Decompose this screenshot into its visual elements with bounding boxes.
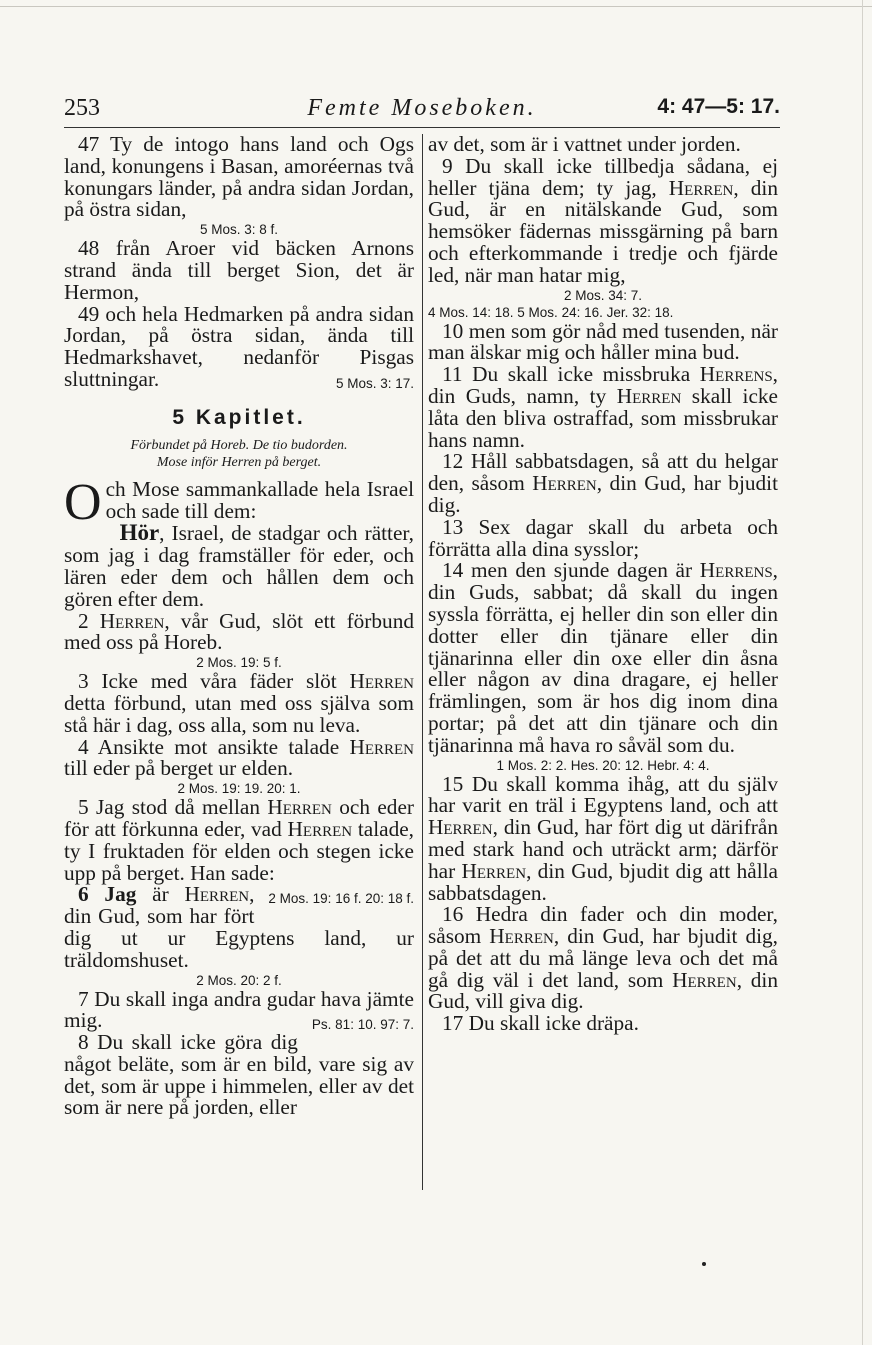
divine-name: Herren bbox=[428, 815, 493, 840]
page-number: 253 bbox=[64, 95, 100, 121]
verse-text: , din Gud, bjudit dig att hålla sabbatsdagen. bbox=[428, 858, 778, 905]
verse-text: , din Gud, är en nitälskande Gud, som hemsöker fädernas missgärning på barn och efterkommande i tredje och fjärde led, när man hatar mig, bbox=[428, 175, 778, 287]
verse-48: 48 från Aroer vid bäcken Arnons strand ända till berget Sion, det är Hermon, bbox=[64, 236, 414, 304]
cross-reference: 2 Mos. 19: 5 f. bbox=[196, 655, 282, 671]
divine-name: Herren bbox=[287, 816, 353, 841]
verse-text: , din Gud, har fört dig ut därifrån med stark hand och uträckt arm; därför har bbox=[428, 815, 778, 883]
verse-1-text: ch Mose sammankallade hela Israel och sade till dem: bbox=[105, 476, 414, 523]
verse-47: 47 Ty de intogo hans land och Ogs land, konungens i Basan, amoréernas två konungars länder, på andra sidan Jordan, på östra sidan, bbox=[64, 132, 414, 222]
verse-11 bbox=[428, 364, 778, 451]
verse-text: till eder på berget ur elden. bbox=[64, 756, 294, 781]
chapter-heading: 5 Kapitlet. bbox=[172, 405, 306, 429]
page-edge-right bbox=[862, 0, 863, 1345]
verse-text: 11 Du skall icke missbruka bbox=[442, 362, 700, 387]
verse-text: 14 men den sjunde dagen är bbox=[442, 558, 700, 583]
verse-text: , din Gud, har bjudit dig, på det att du må länge leva och det må gå dig väl i det land, som bbox=[428, 924, 778, 992]
verse-10: 10 men som gör nåd med tusenden, när man älskar mig och håller mina bud. bbox=[428, 318, 778, 365]
cross-reference: 1 Mos. 2: 2. Hes. 20: 12. Hebr. 4: 4. bbox=[496, 757, 710, 773]
verse-text: 15 Du skall komma ihåg, att du själv har varit en träl i Egyptens land, och att bbox=[428, 771, 778, 818]
divine-name: Herrens bbox=[699, 362, 773, 387]
verse-text: och eder för att förkunna eder, vad bbox=[64, 795, 414, 841]
verse-4 bbox=[64, 734, 414, 781]
cross-reference: 5 Mos. 3: 8 f. bbox=[199, 222, 279, 238]
page-edge bbox=[0, 6, 872, 7]
cross-reference: 2 Mos. 20: 2 f. bbox=[196, 972, 282, 988]
divine-name: Herren bbox=[267, 795, 332, 820]
verse-17: 17 Du skall icke dräpa. bbox=[442, 1011, 639, 1036]
verse-8-cont: av det, som är i vattnet under jorden. bbox=[428, 132, 741, 156]
verse-text: , din Guds, sabbat; då skall du ingen syssla förrätta, ej heller din son eller din dotter eller din tjänare eller din tjänarinna eller din oxe eller din åsna eller någon av dina dragare, ej heller främlingen, som är hos dig inom dina portar; på det att din tjänare och din tjänarinna må hava ro såväl som du. bbox=[428, 558, 778, 757]
divine-name: Herren bbox=[489, 924, 554, 949]
verse-12 bbox=[428, 451, 778, 516]
divine-name: Herren bbox=[532, 471, 597, 496]
divine-name: Herren bbox=[99, 608, 165, 633]
verse-49-text: 49 och hela Hedmarken på andra sidan Jordan, på östra sidan, ända till Hedmarkshavet, nedanför Pisgas sluttningar. bbox=[64, 301, 414, 391]
verse-text: , din Gud, som har fört dig ut ur Egyptens land, ur träldomshuset. bbox=[64, 882, 414, 972]
verse-text: skall icke låta den bliva ostraffad, som missbrukar hans namn. bbox=[428, 383, 778, 452]
cross-reference: 5 Mos. 3: 17. bbox=[335, 375, 414, 391]
verse-text: , Israel, de stadgar och rätter, som jag i dag framställer för eder, och lären eder dem och hållen dem och gören efter dem. bbox=[64, 521, 414, 611]
verse-text: 5 Jag stod då mellan bbox=[78, 795, 268, 820]
verse-text: detta förbund, utan med oss själva som stå här i dag, oss alla, som nu leva. bbox=[64, 690, 414, 737]
chapter-summary-line-2: Mose inför Herren på berget. bbox=[156, 454, 322, 470]
divine-name: Herren bbox=[461, 858, 527, 883]
verse-16 bbox=[428, 904, 778, 1013]
bold-word: Hör bbox=[119, 520, 160, 546]
cross-reference: 2 Mos. 19: 19. 20: 1. bbox=[177, 781, 301, 797]
verse-2 bbox=[64, 608, 414, 655]
cross-reference: 2 Mos. 34: 7. bbox=[563, 287, 643, 303]
divine-name: Herren bbox=[668, 175, 734, 200]
column-divider bbox=[422, 134, 423, 1190]
verse-text: , din Gud, vill giva dig. bbox=[428, 967, 778, 1014]
verse-8: 8 Du skall icke göra dig något beläte, som är en bild, vare sig av det, som är uppe i himmelen, eller av det som är nere på jorden, eller bbox=[64, 1030, 414, 1120]
cross-reference: Ps. 81: 10. 97: 7. bbox=[311, 1017, 414, 1033]
verse-text: , vår Gud, slöt ett förbund med oss på Horeb. bbox=[64, 608, 414, 655]
verse-text: 7 Du skall inga andra gudar hava jämte mig. bbox=[64, 986, 414, 1033]
verse-15 bbox=[428, 771, 778, 905]
header-rule bbox=[64, 127, 780, 128]
verse-text: 16 Hedra din fader och din moder, såsom bbox=[428, 902, 778, 949]
verse-text: 12 Håll sabbatsdagen, så att du helgar den, såsom bbox=[428, 449, 778, 496]
divine-name: Herrens bbox=[699, 558, 773, 583]
verse-7 bbox=[64, 986, 414, 1033]
running-header bbox=[64, 95, 780, 125]
divine-name: Herren bbox=[349, 669, 414, 694]
divine-name: Herren bbox=[616, 383, 682, 408]
chapter-summary-line-1: Förbundet på Horeb. De tio budorden. bbox=[130, 437, 348, 453]
right-column bbox=[428, 134, 778, 1035]
verse-9 bbox=[428, 153, 778, 287]
divine-name: Herren bbox=[349, 734, 414, 759]
verse-text: 4 Ansikte mot ansikte talade bbox=[78, 734, 350, 759]
left-column bbox=[64, 134, 414, 1119]
verse-text: 3 Icke med våra fäder slöt bbox=[78, 669, 350, 694]
verse-3 bbox=[64, 671, 414, 736]
cross-reference: 2 Mos. 19: 16 f. 20: 18 f. bbox=[268, 891, 414, 907]
verse-text: 2 bbox=[78, 608, 100, 633]
verse-text: talade, ty I fruktaden för elden och stegen icke upp på berget. Han sade: bbox=[64, 816, 414, 885]
cross-reference: 4 Mos. 14: 18. 5 Mos. 24: 16. Jer. 32: 18. bbox=[428, 304, 674, 320]
chapter-verse-range: 4: 47—5: 17. bbox=[657, 95, 780, 118]
book-title: Femte Moseboken. bbox=[307, 95, 537, 121]
divine-name: Herren bbox=[672, 967, 737, 992]
verse-text: , din Guds, namn, ty bbox=[428, 362, 778, 408]
drop-cap: O bbox=[64, 473, 102, 531]
print-speck bbox=[702, 1262, 706, 1266]
verse-13: 13 Sex dagar skall du arbeta och förrätta alla dina sysslor; bbox=[428, 514, 778, 561]
verse-49 bbox=[64, 301, 414, 391]
divine-name: Herren bbox=[184, 882, 250, 907]
verse-1-cont bbox=[64, 522, 414, 610]
bold-word: 6 Jag bbox=[78, 882, 137, 907]
verse-1 bbox=[64, 473, 414, 531]
verse-text: 9 Du skall icke tillbedja sådana, ej heller tjäna dem; ty jag, bbox=[428, 153, 778, 200]
verse-text: är bbox=[136, 882, 185, 907]
verse-text: , din Gud, har bjudit dig. bbox=[428, 471, 778, 517]
verse-14 bbox=[428, 560, 778, 756]
